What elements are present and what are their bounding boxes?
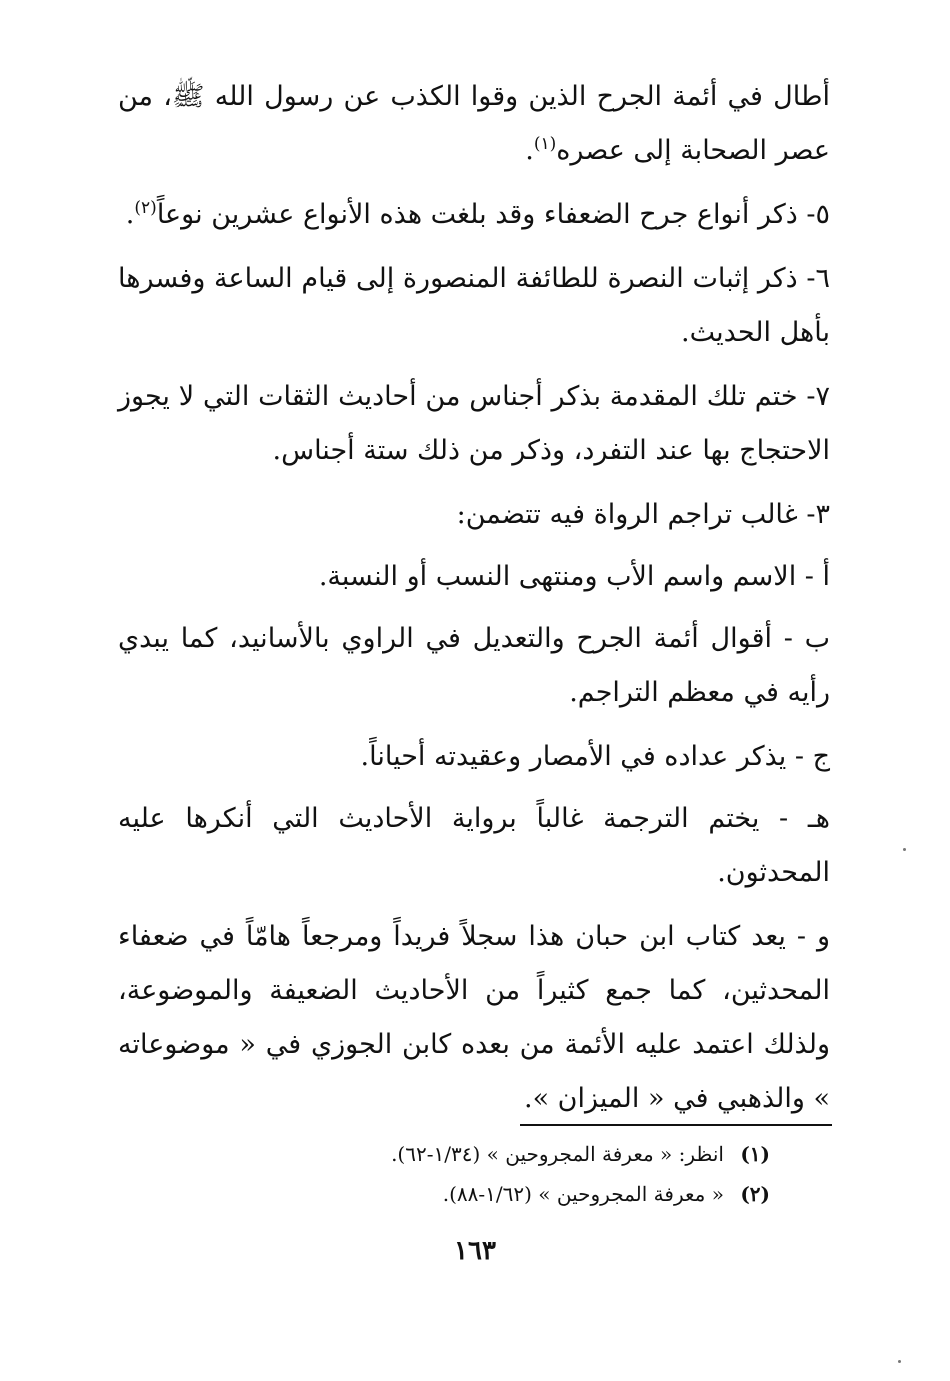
paragraph-text: أطال في أئمة الجرح الذين وقوا الكذب عن رسول الله ﷺ، من عصر الصحابة إلى عصره bbox=[118, 81, 830, 166]
page-number: ١٦٣ bbox=[454, 1236, 496, 1266]
paragraph-sub-j: ج - يذكر عداده في الأمصار وعقيدته أحياناً. bbox=[360, 741, 830, 772]
paragraph-text: ٥- ذكر أنواع جرح الضعفاء وقد بلغت هذه الأنواع عشرين نوعاً bbox=[156, 199, 830, 230]
paragraph-sub-h: هـ - يختم الترجمة غالباً برواية الأحاديث التي أنكرها عليه المحدثون. bbox=[118, 803, 830, 888]
paragraph-item-5 bbox=[118, 188, 830, 242]
paragraph-item-6: ٦- ذكر إثبات النصرة للطائفة المنصورة إلى قيام الساعة وفسرها بأهل الحديث. bbox=[118, 263, 830, 348]
paragraph-tail: . bbox=[525, 135, 534, 166]
footnote-ref-2[interactable]: (٢) bbox=[134, 198, 157, 218]
footnote-text: انظر: « معرفة المجروحين » (١/٣٤-٦٢). bbox=[391, 1142, 724, 1166]
footnote-number: (٢) bbox=[740, 1182, 770, 1206]
footnote-1 bbox=[250, 1134, 770, 1174]
footnote-ref-1[interactable]: (١) bbox=[533, 134, 557, 154]
paragraph-tail: . bbox=[125, 199, 135, 230]
scan-speck bbox=[903, 848, 906, 851]
footnote-separator bbox=[520, 1124, 832, 1126]
scan-speck bbox=[898, 1360, 901, 1363]
main-text bbox=[118, 70, 830, 1126]
paragraph-sub-b: ب - أقوال أئمة الجرح والتعديل في الراوي بالأسانيد، كما يبدي رأيه في معظم التراجم. bbox=[118, 623, 830, 708]
footnote-number: (١) bbox=[740, 1142, 770, 1166]
footnote-2 bbox=[250, 1174, 770, 1214]
paragraph-sub-a: أ - الاسم واسم الأب ومنتهى النسب أو النسبة. bbox=[318, 561, 830, 592]
footnotes bbox=[250, 1134, 770, 1214]
paragraph-intro bbox=[118, 70, 830, 178]
footnote-text: « معرفة المجروحين » (١/٦٢-٨٨). bbox=[442, 1182, 724, 1206]
paragraph-item-7: ٧- ختم تلك المقدمة بذكر أجناس من أحاديث الثقات التي لا يجوز الاحتجاج بها عند التفرد، وذكر من ذلك ستة أجناس. bbox=[118, 381, 830, 466]
paragraph-sub-w: و - يعد كتاب ابن حبان هذا سجلاً فريداً ومرجعاً هامّاً في ضعفاء المحدثين، كما جمع كثيراً من الأحاديث الضعيفة والموضوعة، ولذلك اعتمد عليه الأئمة من بعده كابن الجوزي في « موضوعاته » والذهبي في « الميزان ». bbox=[118, 921, 830, 1114]
paragraph-item-3: ٣- غالب تراجم الرواة فيه تتضمن: bbox=[456, 499, 830, 530]
